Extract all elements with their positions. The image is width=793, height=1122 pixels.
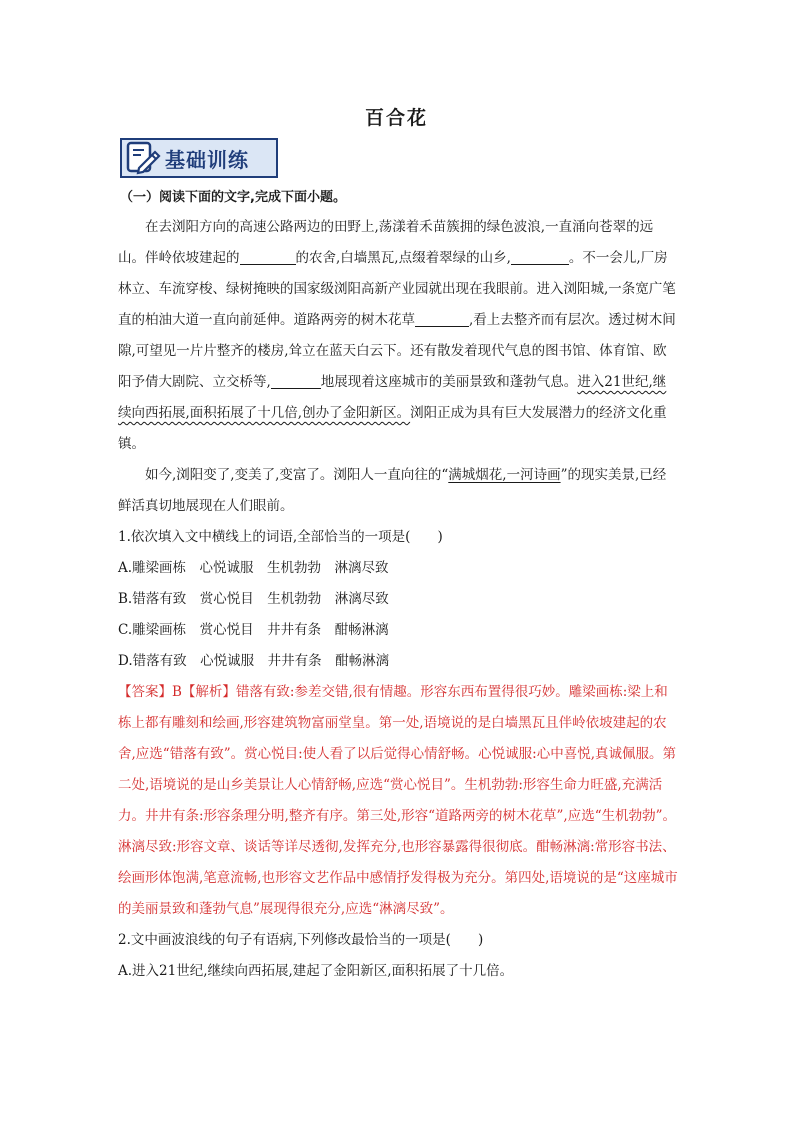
fill-blank-4 [271, 372, 321, 389]
badge-label: 基础训练 [165, 147, 249, 172]
question-1-option-a: A.雕梁画栋 心悦诚服 生机勃勃 淋漓尽致 [118, 560, 389, 576]
passage-paragraph-2 [118, 460, 678, 522]
underlined-quote: 满城烟花,一河诗画 [448, 467, 561, 483]
question-1-option-d: D.错落有致 心悦诚服 井井有条 酣畅淋漓 [118, 653, 390, 669]
passage-paragraph-1 [118, 212, 678, 460]
section-heading: （一）阅读下面的文字,完成下面小题。 [120, 190, 346, 205]
section-badge [120, 138, 278, 178]
passage-text: 如今,浏阳变了,变美了,变富了。浏阳人一直向往的“ [145, 467, 449, 483]
question-1-stem: 1.依次填入文中横线上的词语,全部恰当的一项是( ) [118, 529, 443, 545]
passage-text: 在去浏阳方向的高速公路两边的田野上,荡漾着禾苗簇拥的绿色波浪,一直涌向苍翠的远山。伴岭依坡建起的 [118, 219, 654, 266]
question-1-option-c: C.雕梁画栋 赏心悦目 井井有条 酣畅淋漓 [118, 622, 389, 638]
question-2-option-a: A.进入21世纪,继续向西拓展,建起了金阳新区,面积拓展了十几倍。 [118, 963, 514, 979]
fill-blank-1 [240, 248, 296, 265]
passage-text: ,看上去整齐而有层次。透过树木间隙,可望见一片片整齐的楼房,耸立在蓝天白云下。还有散发着现代气息的图书馆、体育馆、欧阳予倩大剧院、立交桥等, [118, 312, 676, 390]
passage-text: 的农舍,白墙黑瓦,点缀着翠绿的山乡, [295, 250, 511, 266]
passage-text: 。不一会儿,厂房林立、车流穿梭、绿树掩映的国家级浏阳高新产业园就出现在我眼前。进入浏阳城,一条宽广笔直的柏油大道一直向前延伸。道路两旁的树木花草 [118, 250, 676, 328]
question-1-option-b: B.错落有致 赏心悦目 生机勃勃 淋漓尽致 [118, 591, 389, 607]
passage-text: 地展现着这座城市的美丽景致和蓬勃气息。 [320, 374, 578, 390]
content-body [118, 212, 678, 987]
passage-text: ”的现实美景,已经鲜活真切地展现在人们眼前。 [118, 467, 667, 514]
page-title: 百合花 [364, 107, 428, 129]
edit-document-icon [125, 140, 163, 176]
fill-blank-2 [511, 248, 569, 265]
passage-text: 浏阳正成为具有巨大发展潜力的经济文化重镇。 [118, 405, 667, 452]
wavy-underlined-sentence: 进入21世纪,继续向西拓展,面积拓展了十几倍,创办了金阳新区。 [118, 374, 667, 421]
question-1-answer: 【答案】B【解析】错落有致:参差交错,很有情趣。形容东西布置得很巧妙。雕梁画栋:梁上和栋上都有雕刻和绘画,形容建筑物富丽堂皇。第一处,语境说的是白墙黑瓦且伴岭依坡建起的农舍,应选“错落有致”。赏心悦目:使人看了以后觉得心情舒畅。心悦诚服:心中喜悦,真诚佩服。第二处,语境说的是山乡美景让人心情舒畅,应选“赏心悦目”。生机勃勃:形容生命力旺盛,充满活力。井井有条:形容条理分明,整齐有序。第三处,形容“道路两旁的树木花草”,应选“生机勃勃”。淋漓尽致:形容文章、谈话等详尽透彻,发挥充分,也形容暴露得很彻底。酣畅淋漓:常形容书法、绘画形体饱满,笔意流畅,也形容文艺作品中感情抒发得极为充分。第四处,语境说的是“这座城市的美丽景致和蓬勃气息”展现得很充分,应选“淋漓尽致”。 [118, 684, 678, 917]
question-2-stem: 2.文中画波浪线的句子有语病,下列修改最恰当的一项是( ) [118, 932, 484, 948]
fill-blank-3 [415, 310, 469, 327]
